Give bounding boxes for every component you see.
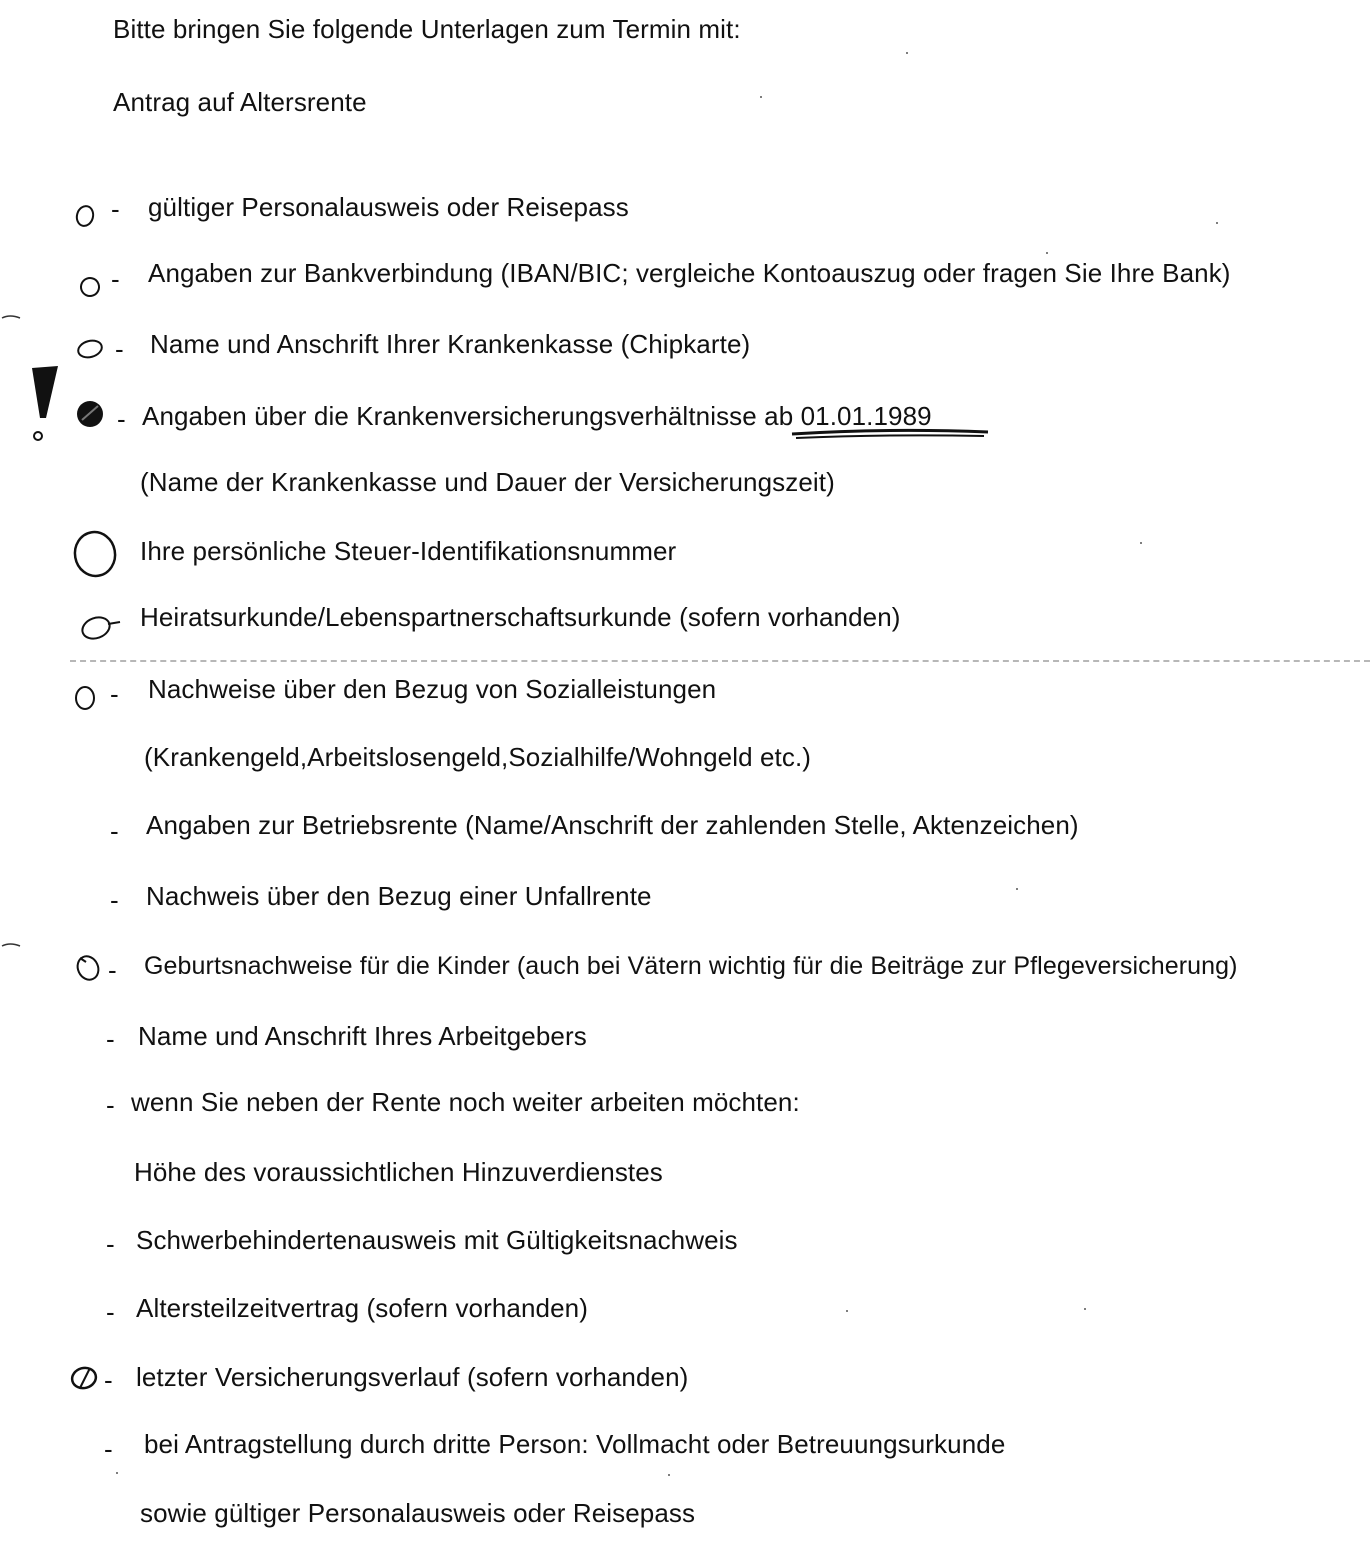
intro-text: Bitte bringen Sie folgende Unterlagen zum Termin mit: [113,14,741,44]
handwritten-circle-icon [66,1362,106,1394]
scan-speck [1216,222,1218,224]
handwritten-circle-icon [68,526,124,582]
item-bank-details: Angaben zur Bankverbindung (IBAN/BIC; vergleiche Kontoauszug oder fragen Sie Ihre Bank) [148,258,1231,288]
item-additional-income: Höhe des voraussichtlichen Hinzuverdienstes [134,1157,663,1187]
scan-artifact-mark [0,940,24,950]
scan-artifact-mark [0,312,24,322]
bullet-dash: - [111,264,120,294]
bullet-dash: - [106,1297,115,1327]
handwritten-circle-icon [74,336,108,362]
handwritten-underline [788,424,998,442]
item-partial-retirement: Altersteilzeitvertrag (sofern vorhanden) [136,1293,588,1323]
bullet-dash: - [104,1365,113,1395]
item-disability-card: Schwerbehindertenausweis mit Gültigkeitsnachweis [136,1225,738,1255]
bullet-dash: - [104,1434,113,1464]
scan-speck [760,96,762,98]
bullet-dash: - [115,334,124,364]
item-social-benefits-detail: (Krankengeld,Arbeitslosengeld,Sozialhilfe/Wohngeld etc.) [144,742,812,772]
scan-speck [1016,888,1018,890]
insurance-date-highlight: ab 01.01.1989 [764,401,932,431]
item-insurance-relations-detail: (Name der Krankenkasse und Dauer der Versicherungszeit) [140,467,835,497]
exclamation-mark-icon [24,364,64,444]
handwritten-circle-icon [72,950,106,986]
item-health-insurance: Name und Anschrift Ihrer Krankenkasse (Chipkarte) [150,329,751,359]
item-additional-work: wenn Sie neben der Rente noch weiter arbeiten möchten: [131,1087,800,1117]
item-company-pension: Angaben zur Betriebsrente (Name/Anschrift der zahlenden Stelle, Aktenzeichen) [146,810,1079,840]
bullet-dash: - [110,816,119,846]
bullet-dash: - [106,1024,115,1054]
item-employer: Name und Anschrift Ihres Arbeitgebers [138,1021,587,1051]
bullet-dash: - [111,194,120,224]
bullet-dash: - [110,885,119,915]
item-insurance-history: letzter Versicherungsverlauf (sofern vorhanden) [136,1362,689,1392]
item-accident-pension: Nachweis über den Bezug einer Unfallrente [146,881,652,911]
scan-speck [668,1474,670,1476]
item-tax-id: Ihre persönliche Steuer-Identifikationsnummer [140,536,677,566]
document-subject: Antrag auf Altersrente [113,87,367,117]
item-third-party: bei Antragstellung durch dritte Person: Vollmacht oder Betreuungsurkunde [144,1429,1006,1459]
scan-speck [846,1310,848,1312]
scan-speck [116,1472,118,1474]
item-birth-certificates: Geburtsnachweise für die Kinder (auch bei Vätern wichtig für die Beiträge zur Pflegeversicherung) [144,952,1238,980]
item-marriage-certificate: Heiratsurkunde/Lebenspartnerschaftsurkunde (sofern vorhanden) [140,602,901,632]
item-third-party-id: sowie gültiger Personalausweis oder Reisepass [140,1498,696,1528]
scan-speck [1084,1308,1086,1310]
bullet-dash: - [108,955,117,985]
bullet-dash: - [117,404,126,434]
scan-artifact-line [70,660,1370,662]
bullet-dash: - [106,1229,115,1259]
handwritten-circle-icon [76,272,106,300]
bullet-dash: - [110,679,119,709]
filled-circle-icon [72,396,108,432]
handwritten-circle-icon [72,610,124,646]
handwritten-circle-icon [72,202,98,230]
item-id-card: gültiger Personalausweis oder Reisepass [148,192,629,222]
scan-speck [1046,252,1048,254]
item-social-benefits: Nachweise über den Bezug von Sozialleistungen [148,674,717,704]
scan-speck [1140,542,1142,544]
scan-speck [906,52,908,54]
bullet-dash: - [106,1090,115,1120]
handwritten-circle-icon [70,682,100,714]
insurance-relations-text: Angaben über die Krankenversicherungsverhältnisse [142,401,765,431]
